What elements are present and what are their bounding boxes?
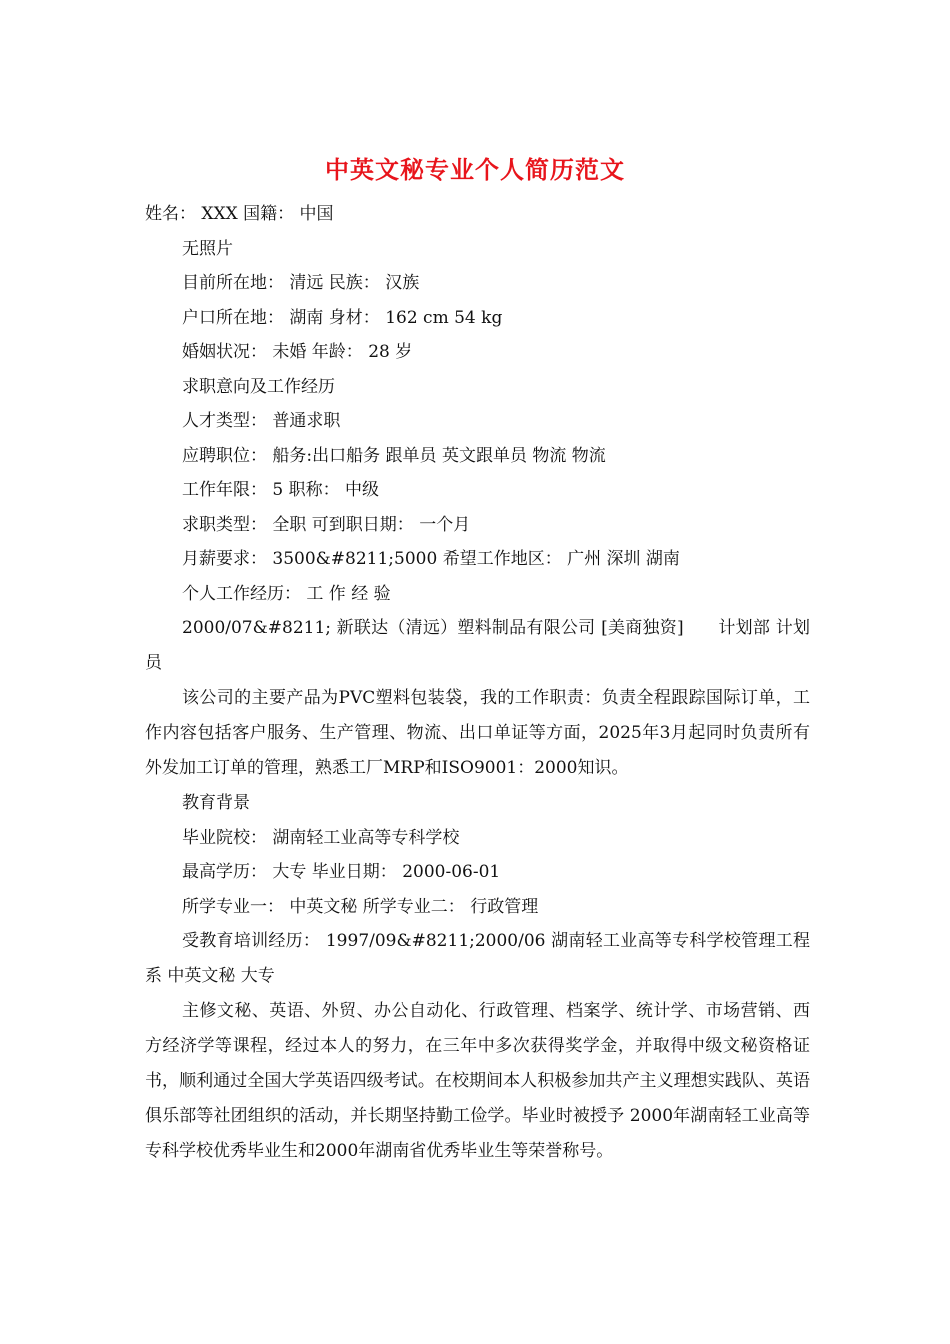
hukou-physique-line: 户口所在地： 湖南 身材： 162 cm 54 kg — [182, 307, 503, 328]
work-years-line: 工作年限： 5 职称： 中级 — [182, 480, 380, 500]
photo-line: 无照片 — [182, 238, 233, 259]
section-heading-education: 教育背景 — [182, 793, 250, 813]
job-duties-paragraph: 该公司的主要产品为PVC塑料包装袋，我的工作职责：负责全程跟踪国际订单，工作内容包括客户服务、生产管理、物流、出口单证等方面，2025年3月起同时负责所有外发加工订单的管理，熟悉工厂MRP和ISO9001：2000知识。 — [145, 688, 810, 778]
talent-type-line: 人才类型： 普通求职 — [182, 411, 341, 431]
work-history-heading: 个人工作经历： 工 作 经 验 — [182, 583, 391, 604]
school-line: 毕业院校： 湖南轻工业高等专科学校 — [182, 827, 460, 848]
position-line: 应聘职位： 船务:出口船务 跟单员 英文跟单员 物流 物流 — [182, 445, 606, 466]
name-nationality-line: 姓名： XXX 国籍： 中国 — [145, 204, 334, 224]
section-heading-job: 求职意向及工作经历 — [182, 376, 335, 397]
job-entry-paragraph: 2000/07&#8211; 新联达（清远）塑料制品有限公司 [美商独资] 计划部 计划员 — [145, 618, 810, 673]
study-paragraph: 主修文秘、英语、外贸、办公自动化、行政管理、档案学、统计学、市场营销、西方经济学等课程，经过本人的努力，在三年中多次获得奖学金，并取得中级文秘资格证书，顺利通过全国大学英语四级考试。在校期间本人积极参加共产主义理想实践队、英语俱乐部等社团组织的活动，并长期坚持勤工俭学。毕业时被授予 2000年湖南轻工业高等专科学校优秀毕业生和2000年湖南省优秀毕业生等荣誉称号。 — [145, 1001, 810, 1161]
location-ethnicity-line: 目前所在地： 清远 民族： 汉族 — [182, 273, 420, 293]
training-paragraph: 受教育培训经历： 1997/09&#8211;2000/06 湖南轻工业高等专科学校管理工程系 中英文秘 大专 — [145, 931, 810, 986]
marital-age-line: 婚姻状况： 未婚 年龄： 28 岁 — [182, 342, 413, 362]
resume-body — [145, 197, 810, 1169]
job-type-line: 求职类型： 全职 可到职日期： 一个月 — [182, 514, 471, 535]
salary-line: 月薪要求： 3500&#8211;5000 希望工作地区： 广州 深圳 湖南 — [182, 549, 680, 569]
major-line: 所学专业一： 中英文秘 所学专业二： 行政管理 — [182, 896, 539, 917]
degree-line: 最高学历： 大专 毕业日期： 2000-06-01 — [182, 862, 501, 882]
document-title: 中英文秘专业个人简历范文 — [325, 155, 625, 184]
